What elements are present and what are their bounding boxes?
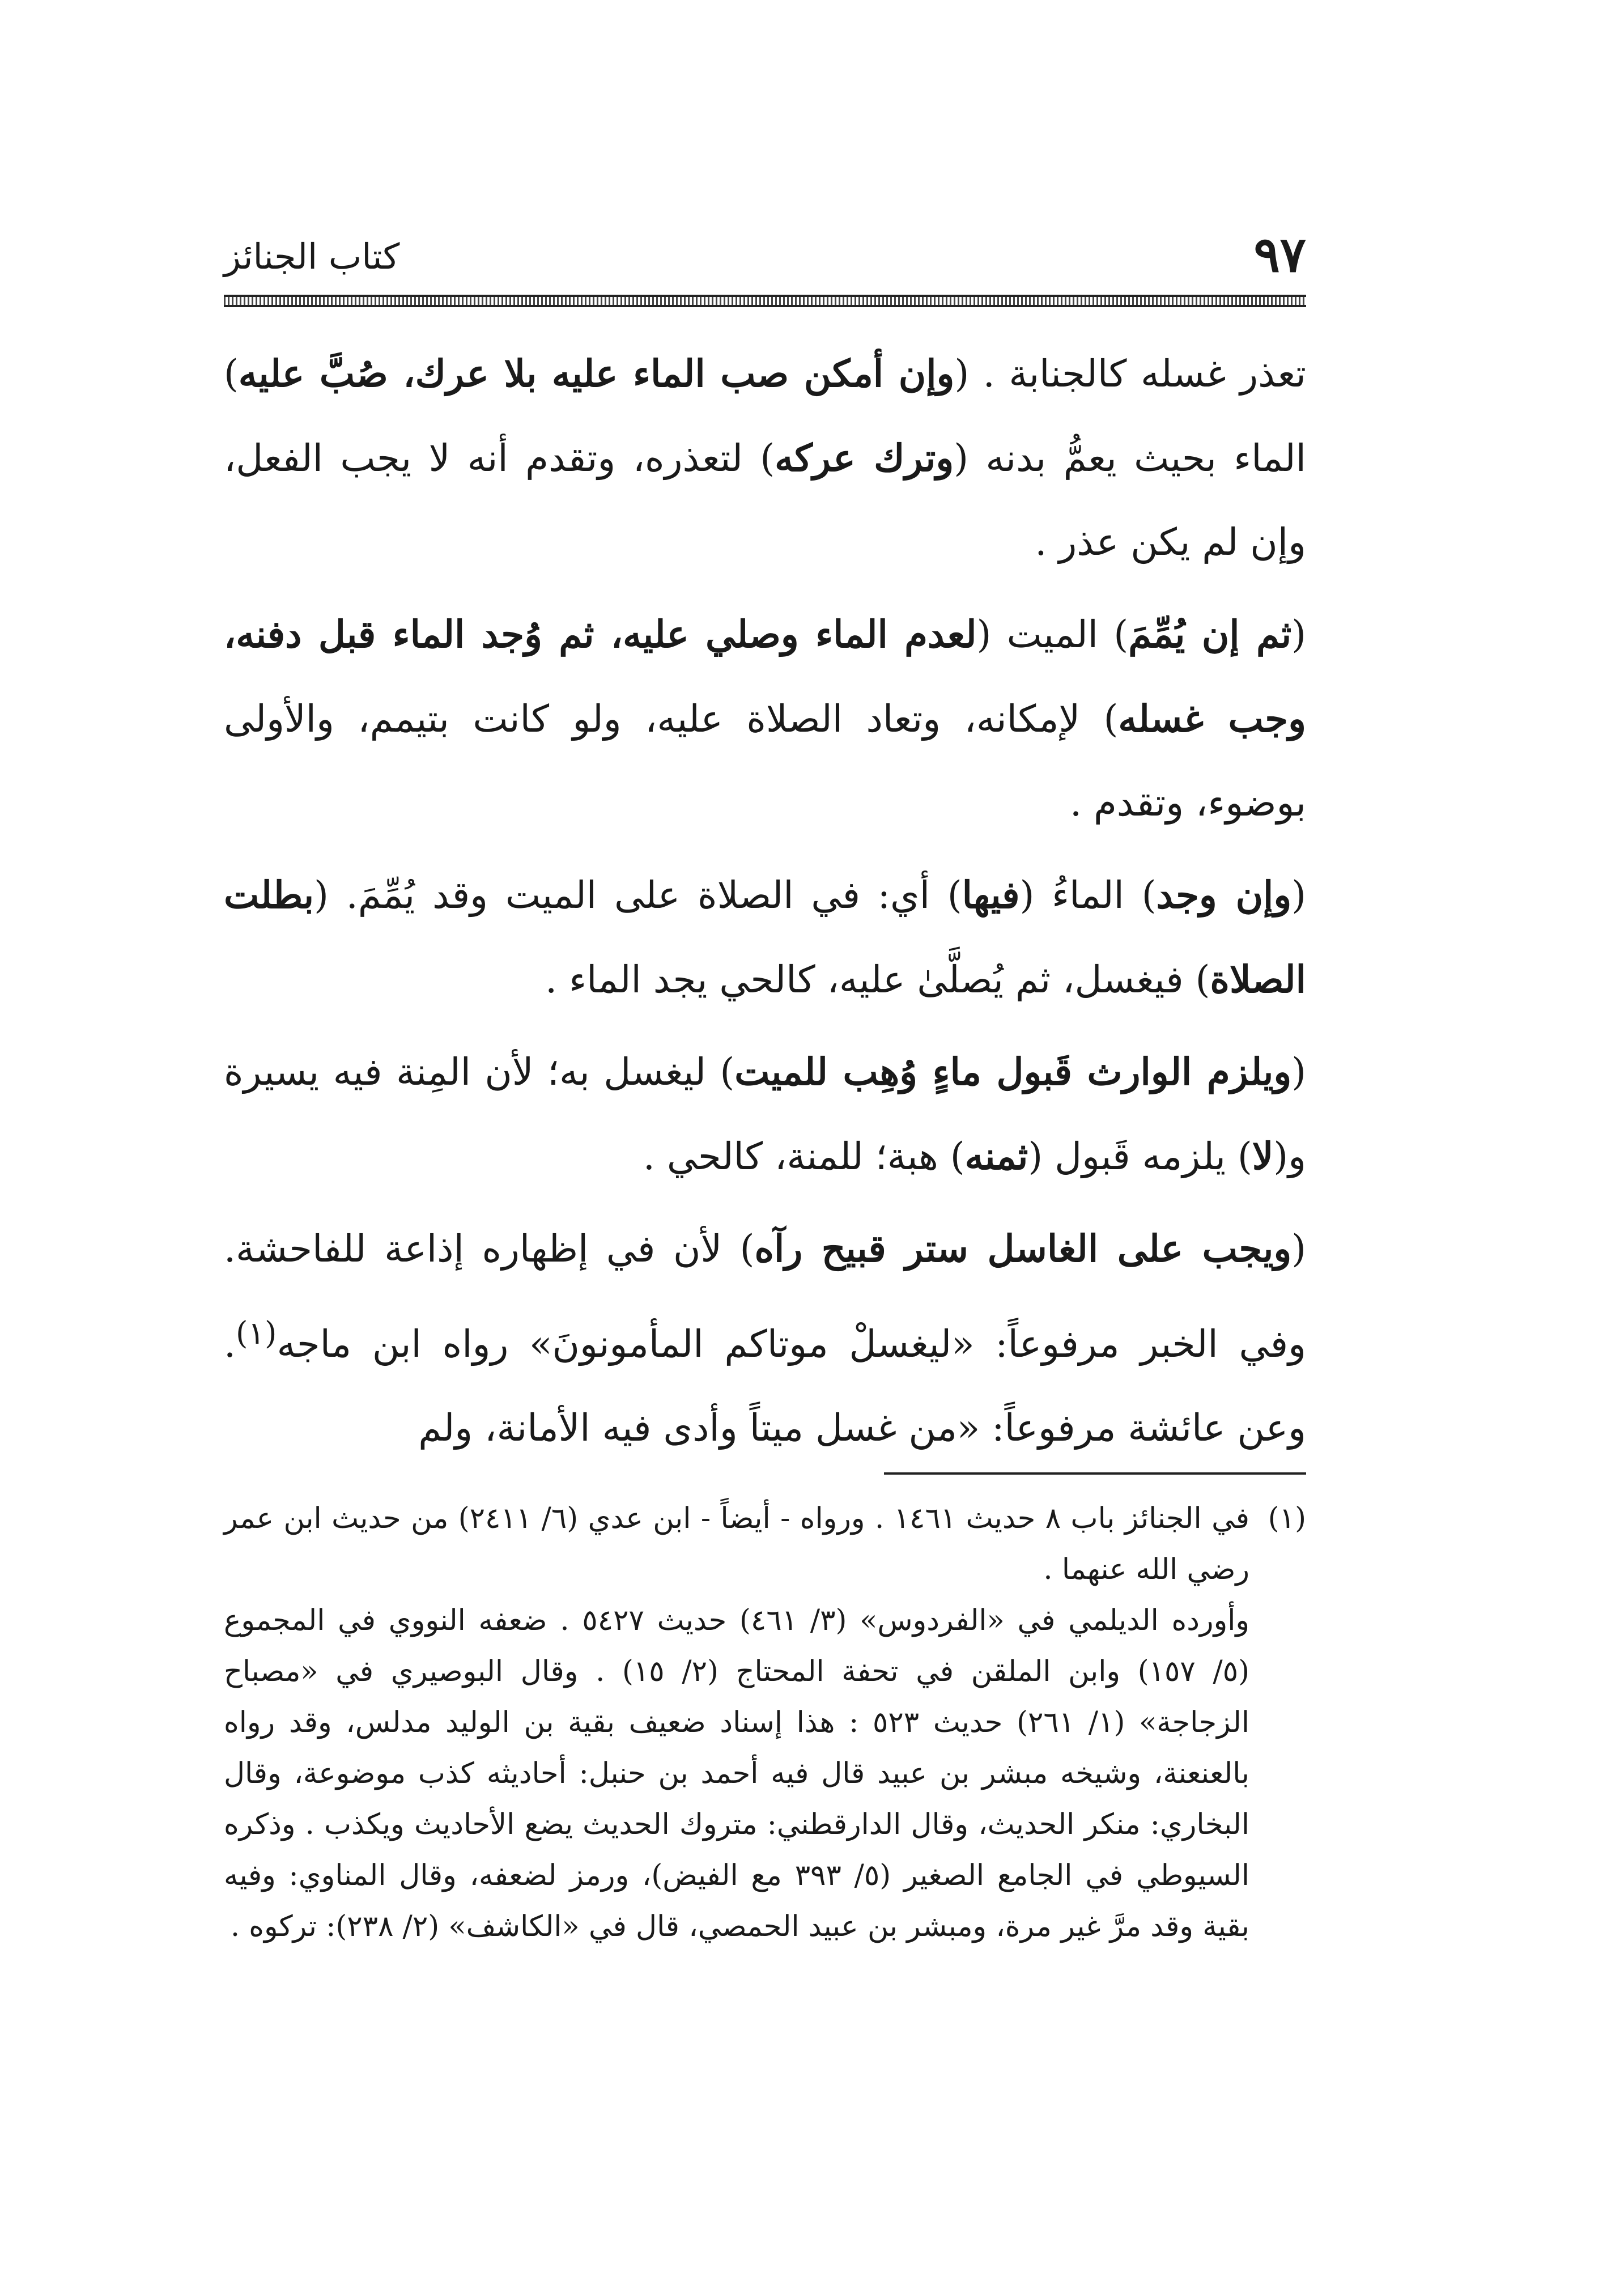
matn-text: وإن وجد [1156,873,1292,917]
paragraph-1 [224,332,1306,584]
page-header [224,224,1306,286]
matn-text: وإن أمكن صب الماء عليه بلا عرك، صُبَّ عليه [238,351,955,396]
text-run: ( [1291,873,1306,917]
paragraph-2 [224,592,1306,845]
text-run: ) يلزمه قَبول ( [1028,1135,1252,1178]
text-run: ) الميت ( [976,613,1129,656]
footnote-body [224,1493,1249,1952]
footnote-marker: (١) [1268,1502,1306,1535]
matn-text: ثمنه [964,1134,1028,1178]
text-run: . وعن عائشة مرفوعاً: «من غسل ميتاً وأدى فيه الأمانة، ولم [224,1322,1306,1450]
text-run: ) أي: في الصلاة على الميت وقد يُمِّمَ. ( [314,873,962,917]
text-run: ( [1291,613,1306,656]
matn-text: ويجب على الغاسل ستر قبيح رآه [754,1226,1292,1271]
page-number: ٩٧ [1253,226,1306,283]
footnote-line: في الجنائز باب ٨ حديث ١٤٦١ . ورواه - أيضاً - ابن عدي (٦/ ٢٤١١) من حديث ابن عمر رضي الله عنهما . [224,1502,1249,1586]
text-run: ) ليغسل به؛ لأن المِنة فيه يسيرة و( [224,1050,1306,1178]
paragraph-3 [224,853,1306,1022]
matn-text: وترك عركه [775,436,954,480]
header-rule [224,295,1306,307]
footnotes [224,1493,1306,1952]
matn-text: لا [1252,1134,1274,1178]
footnote-reference[interactable]: (١) [235,1315,277,1351]
text-run: ) الماء بحيث يعمُّ بدنه ( [224,352,1306,480]
text-run: تعذر غسله كالجنابة . ( [954,352,1306,396]
text-run: ) الماءُ ( [1019,873,1157,917]
main-text [224,332,1306,1478]
running-title: كتاب الجنائز [224,236,400,277]
footnote-paragraph: وأورده الديلمي في «الفردوس» (٣/ ٤٦١) حديث ٥٤٢٧ . ضعفه النووي في المجموع (٥/ ١٥٧) وابن الملقن في تحفة المحتاج (٢/ ١٥) . وقال البوصيري في «مصباح الزجاجة» (١/ ٢٦١) حديث ٥٢٣ : هذا إسناد ضعيف بقية بن الوليد مدلس، وقد رواه بالعنعنة، وشيخه مبشر بن عبيد قال فيه أحمد بن حنبل: أحاديثه كذب موضوعة، وقال البخاري: منكر الحديث، وقال الدارقطني: متروك الحديث يضع الأحاديث ويكذب . وذكره السيوطي في الجامع الصغير (٥/ ٣٩٣ مع الفيض)، ورمز لضعفه، وقال المناوي: وفيه بقية وقد مرَّ غير مرة، ومبشر بن عبيد الحمصي، قال في «الكاشف» (٢/ ٢٣٨): تركوه . [224,1604,1250,1943]
paragraph-5 [224,1207,1306,1470]
text-run: ( [1291,1050,1306,1094]
footnote-1 [224,1493,1306,1952]
text-run: ) لإمكانه، وتعاد الصلاة عليه، ولو كانت بتيمم، والأولى بوضوء، وتقدم . [224,697,1306,825]
matn-text: ثم إن يُمِّمَ [1128,612,1292,656]
text-run: ) هبة؛ للمنة، كالحي . [643,1135,965,1178]
text-run: ( [1291,1227,1306,1271]
matn-text: لعدم الماء وصلي عليه، ثم وُجد الماء قبل دفنه، وجب غسله [224,612,1306,741]
matn-text: ويلزم الوارث قَبول ماءٍ وُهِب للميت [734,1050,1292,1094]
footnote-rule [884,1472,1306,1475]
text-run: ) لتعذره، وتقدم أنه لا يجب الفعل، وإن لم يكن عذر . [224,436,1306,564]
paragraph-4 [224,1030,1306,1199]
text-run: ) فيغسل، ثم يُصلَّىٰ عليه، كالحي يجد الماء . [545,958,1210,1001]
matn-text: بطلت الصلاة [224,873,1306,1001]
text-run: ) لأن في إظهاره إذاعة للفاحشة. وفي الخبر مرفوعاً: «ليغسلْ موتاكم المأمونونَ» رواه ابن ماجه [224,1227,1306,1366]
matn-text: فيها [962,873,1020,917]
